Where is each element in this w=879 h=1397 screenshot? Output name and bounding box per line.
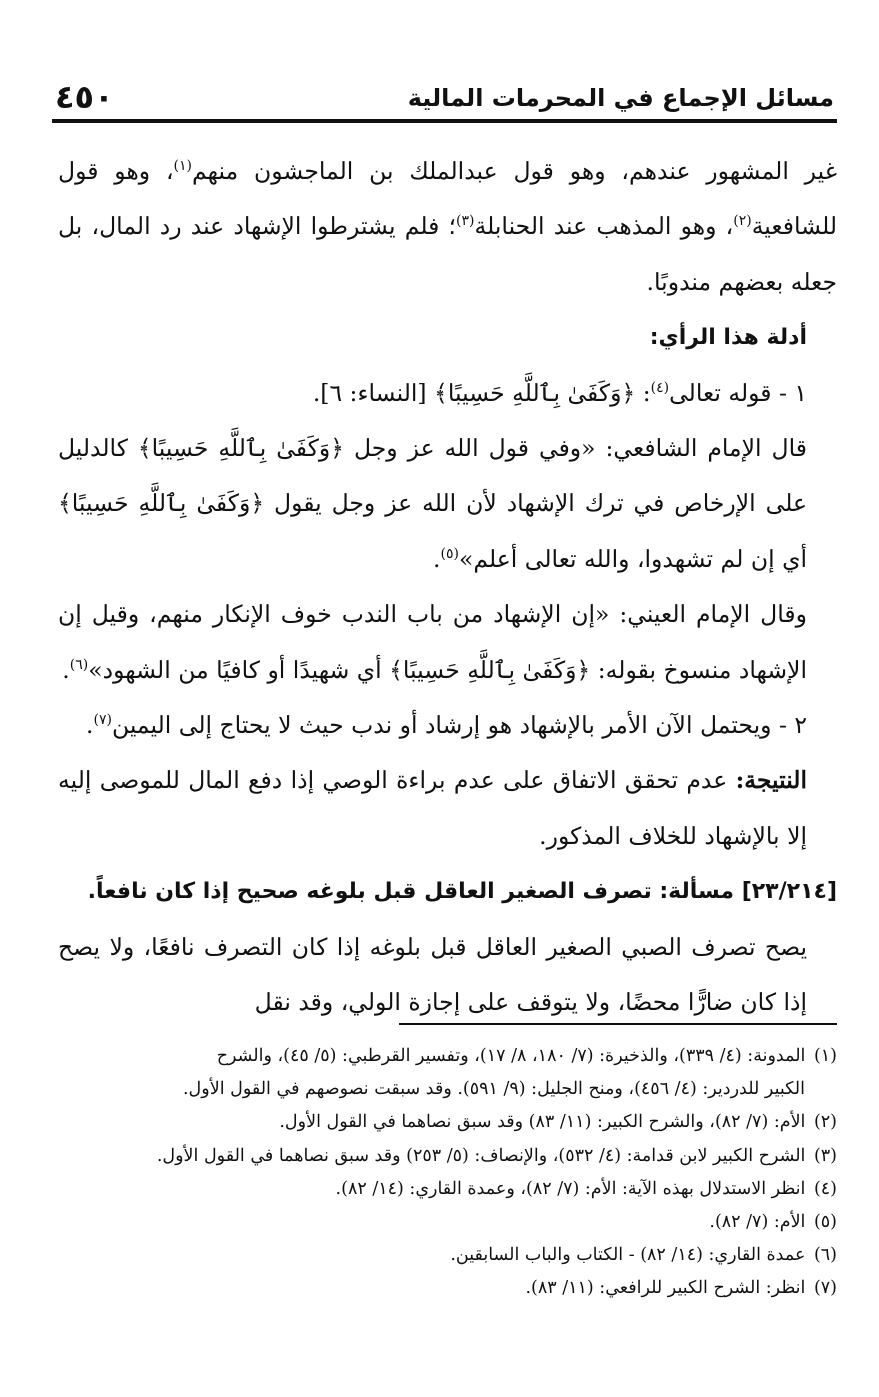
page-number: ٤٥٠ [55, 78, 114, 116]
evidence-item-1: ١ - قوله تعالى$^{(٤)}$: ﴿وَكَفَىٰ بِٱللَّهِ حَسِيبًا﴾ [النساء: ٦]. [312, 378, 807, 407]
evidence-item-2: ٢ - ويحتمل الآن الأمر بالإشهاد هو إرشاد أو ندب حيث لا يحتاج إلى اليمين$^{(٧)}$. [85, 711, 807, 740]
running-title: مسائل الإجماع في المحرمات المالية [407, 84, 834, 112]
footnote-2: (٢) الأم: (٧/ ٨٢)، والشرح الكبير: (١١/ ٨٣) وقد سبق نصاهما في القول الأول. [279, 1112, 837, 1133]
issue-heading: [٢٣/٢١٤] مسألة: تصرف الصغير العاقل قبل بلوغه صحيح إذا كان نافعاً. [87, 879, 837, 905]
page-header [55, 78, 834, 118]
footnote-3: (٣) الشرح الكبير لابن قدامة: (٤/ ٥٣٢)، والإنصاف: (٥/ ٢٥٣) وقد سبق نصاهما في القول الأول. [156, 1145, 837, 1166]
main-text [58, 144, 837, 1031]
aini-quote: وقال الإمام العيني: «إن الإشهاد من باب الندب خوف الإنكار منهم، وقيل إن الإشهاد منسوخ بقوله: ﴿وَكَفَىٰ بِٱللَّهِ حَسِيبًا﴾ أي شهيدًا أو كافيًا من الشهود»$^{(٦)}$. [58, 600, 807, 684]
footnotes [58, 1040, 837, 1306]
paragraph-opening: غير المشهور عندهم، وهو قول عبدالملك بن الماجشون منهم$^{(١)}$، وهو قول للشافعية$^{(٢)}$، وهو المذهب عند الحنابلة$^{(٣)}$؛ فلم يشترطوا الإشهاد عند رد المال، بل جعله بعضهم مندوبًا. [58, 157, 838, 296]
footnote-7: (٧) انظر: الشرح الكبير للرافعي: (١١/ ٨٣). [525, 1278, 837, 1299]
result-paragraph: النتيجة: عدم تحقق الاتفاق على عدم براءة الوصي إذا دفع المال للموصى إليه إلا بالإشهاد للخلاف المذكور. [58, 766, 807, 850]
footnote-5: (٥) الأم: (٧/ ٨٢). [709, 1212, 837, 1233]
footnote-ref: (٢) [733, 213, 752, 230]
footnote-1-continued: الكبير للدردير: (٤/ ٤٥٦)، ومنح الجليل: (٩/ ٥٩١). وقد سبقت نصوصهم في القول الأول. [182, 1079, 805, 1100]
footnote-ref: (٥) [440, 546, 459, 563]
footnote-6: (٦) عمدة القاري: (١٤/ ٨٢) - الكتاب والباب السابقين. [450, 1245, 837, 1266]
footnote-1: (١) المدونة: (٤/ ٣٣٩)، والذخيرة: (٧/ ١٨٠، ٨/ ١٧)، وتفسير القرطبي: (٥/ ٤٥)، والشرح [216, 1046, 837, 1066]
footnote-ref: (٣) [456, 213, 475, 230]
footnote-4: (٤) انظر الاستدلال بهذه الآية: الأم: (٧/ ٨٢)، وعمدة القاري: (١٤/ ٨٢). [335, 1178, 837, 1199]
result-label: النتيجة: [735, 766, 807, 795]
footnote-ref: (٦) [69, 656, 89, 673]
paragraph-closing: يصح تصرف الصبي الصغير العاقل قبل بلوغه إذا كان التصرف نافعًا، ولا يصح إذا كان ضارًّا محضًا، ولا يتوقف على إجازة الولي، وقد نقل [58, 932, 807, 1017]
footnote-ref: (٤) [650, 379, 670, 396]
header-rule [52, 119, 837, 123]
footnote-rule [399, 1023, 837, 1025]
evidence-heading: أدلة هذا الرأي: [649, 325, 807, 351]
footnote-ref: (١) [173, 158, 193, 175]
footnote-ref: (٧) [93, 712, 112, 729]
shafii-quote: قال الإمام الشافعي: «وفي قول الله عز وجل ﴿وَكَفَىٰ بِٱللَّهِ حَسِيبًا﴾ كالدليل على الإرخاص في ترك الإشهاد لأن الله عز وجل يقول ﴿وَكَفَىٰ بِٱللَّهِ حَسِيبًا﴾ أي إن لم تشهدوا، والله تعالى أعلم»$^{(٥)}$. [58, 434, 807, 573]
